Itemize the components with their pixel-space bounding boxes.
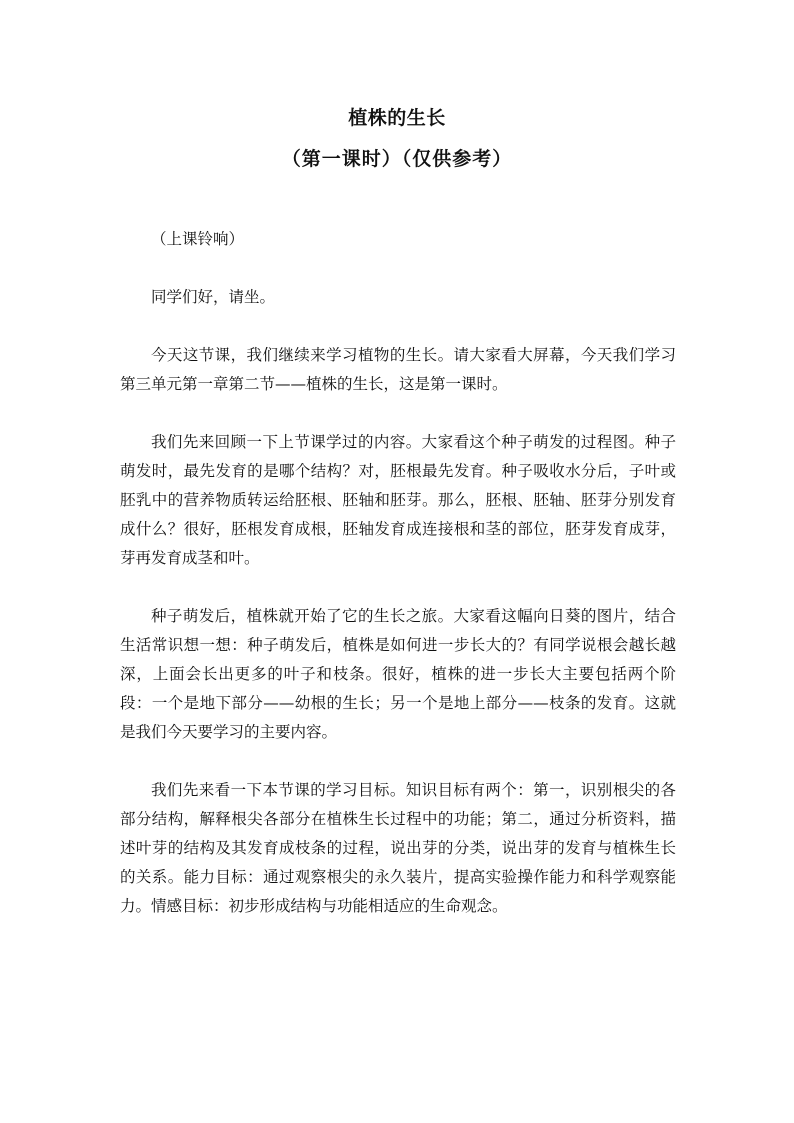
document-title: 植株的生长	[348, 107, 446, 129]
document-body	[120, 225, 676, 950]
paragraph-growth: 种子萌发后，植株就开始了它的生长之旅。大家看这幅向日葵的图片，结合生活常识想一想：种子萌发后，植株是如何进一步长大的？有同学说根会越长越深，上面会长出更多的叶子和枝条。很好，植株的进一步长大主要包括两个阶段：一个是地下部分——幼根的生长；另一个是地上部分——枝条的发育。这就是我们今天要学习的主要内容。	[120, 607, 676, 741]
paragraph-bell: （上课铃响）	[151, 230, 245, 248]
paragraph-objectives: 我们先来看一下本节课的学习目标。知识目标有两个：第一，识别根尖的各部分结构，解释根尖各部分在植株生长过程中的功能；第二，通过分析资料，描述叶芽的结构及其发育成枝条的过程，说出芽的分类，说出芽的发育与植株生长的关系。能力目标：通过观察根尖的永久装片，提高实验操作能力和科学观察能力。情感目标：初步形成结构与功能相适应的生命观念。	[120, 781, 676, 915]
paragraph-intro: 今天这节课，我们继续来学习植物的生长。请大家看大屏幕，今天我们学习第三单元第一章第二节——植株的生长，这是第一课时。	[120, 346, 676, 393]
document-subtitle: （第一课时）（仅供参考）	[281, 148, 513, 170]
paragraph-review: 我们先来回顾一下上节课学过的内容。大家看这个种子萌发的过程图。种子萌发时，最先发育的是哪个结构？对，胚根最先发育。种子吸收水分后，子叶或胚乳中的营养物质转运给胚根、胚轴和胚芽。那么，胚根、胚轴、胚芽分别发育成什么？很好，胚根发育成根，胚轴发育成连接根和茎的部位，胚芽发育成芽，芽再发育成茎和叶。	[120, 433, 676, 567]
paragraph-greeting: 同学们好，请坐。	[151, 288, 276, 306]
